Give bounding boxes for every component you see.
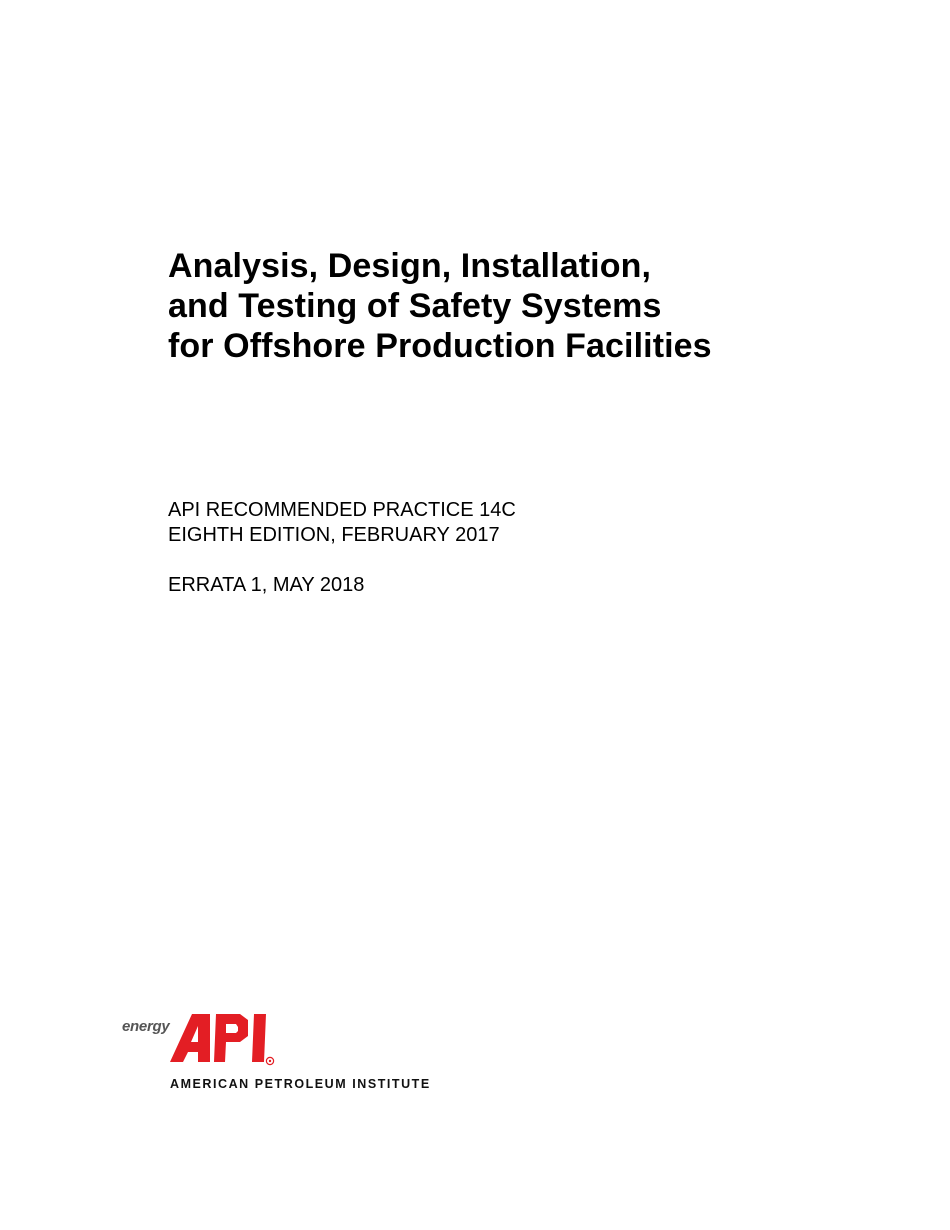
api-logo-mark [166, 1010, 276, 1066]
document-title [168, 246, 712, 366]
errata: ERRATA 1, MAY 2018 [168, 574, 365, 596]
document-metadata [168, 498, 516, 598]
designation: API RECOMMENDED PRACTICE 14C [168, 499, 516, 521]
title-line-3: for Offshore Production Facilities [168, 327, 712, 365]
edition: EIGHTH EDITION, FEBRUARY 2017 [168, 524, 500, 546]
api-logo [122, 1010, 442, 1095]
organization-name: AMERICAN PETROLEUM INSTITUTE [170, 1077, 431, 1091]
title-line-1: Analysis, Design, Installation, [168, 247, 652, 285]
title-line-2: and Testing of Safety Systems [168, 287, 662, 325]
energy-tagline: energy [122, 1018, 170, 1035]
